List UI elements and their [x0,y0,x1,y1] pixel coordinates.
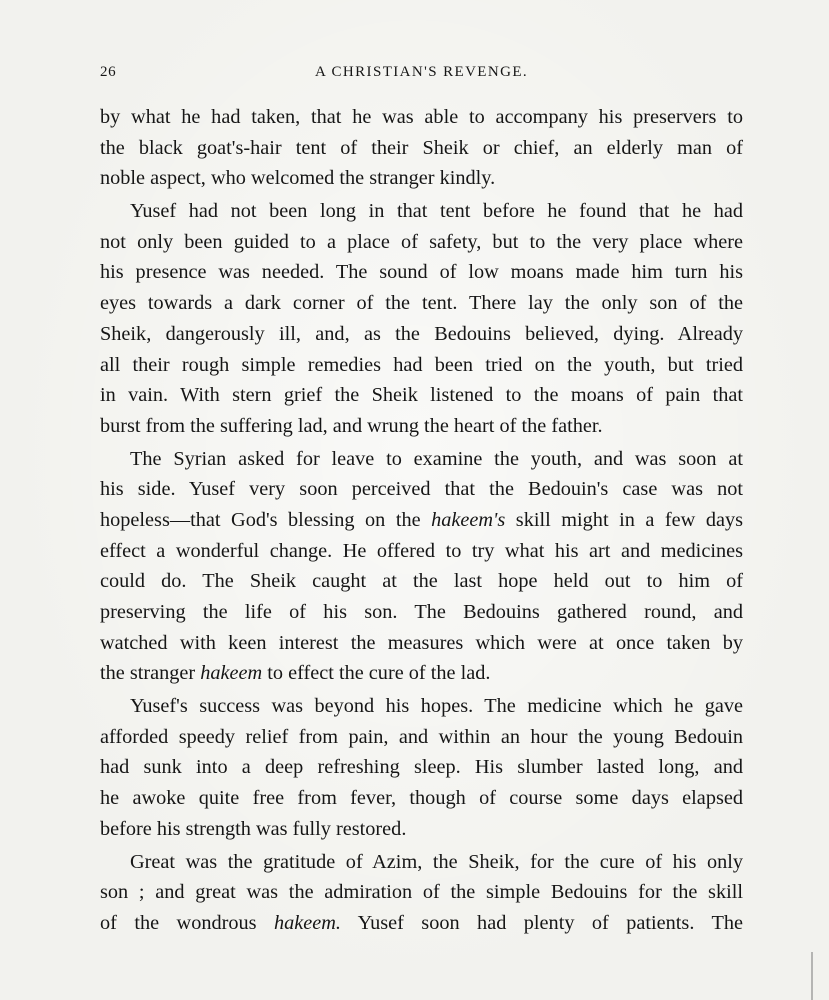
page-edge-mark [811,952,829,1000]
text-line: Great was the gratitude of Azim, the Sheik, for the cure of his only [130,850,743,873]
text-line: all their rough simple remedies had been tried on the youth, but tried [100,353,743,376]
paragraph-2 [100,196,743,442]
text-line: could do. The Sheik caught at the last hope held out to him of [100,570,743,593]
text-line: before his strength was fully restored. [100,817,407,840]
text-line: preserving the life of his son. The Bedouins gathered round, and [100,601,743,623]
paragraph-3 [100,444,743,690]
text-line: hopeless—that God's blessing on the hakeem's skill might in a few days [100,508,743,531]
body-text [100,102,743,939]
text-line: watched with keen interest the measures which were at once taken by [100,631,743,654]
paragraph-5 [100,847,743,939]
italic-term: hakeem's [431,508,506,531]
text-line: of the wondrous hakeem. Yusef soon had plenty of patients. The [100,911,743,934]
text-line: Yusef had not been long in that tent before he found that he had [130,200,743,223]
text-line: in vain. With stern grief the Sheik listened to the moans of pain that [100,384,743,407]
paragraph-1 [100,102,743,194]
italic-term: hakeem [200,662,263,685]
text-line: had sunk into a deep refreshing sleep. His slumber lasted long, and [100,756,743,779]
text-line: burst from the suffering lad, and wrung the heart of the father. [100,414,603,437]
paragraph-4 [100,691,743,844]
text-line: by what he had taken, that he was able to accompany his preservers to [100,106,743,128]
page-header [100,64,743,86]
text-line: Yusef's success was beyond his hopes. The medicine which he gave [130,695,743,718]
text-line: son ; and great was the admiration of the simple Bedouins for the skill [100,881,743,904]
text-line: Sheik, dangerously ill, and, as the Bedouins believed, dying. Already [100,322,743,345]
page-number: 26 [100,64,117,80]
text-line: he awoke quite free from fever, though of course some days elapsed [100,787,743,810]
text-line: the stranger hakeem to effect the cure of the lad. [100,662,491,685]
text-line: his side. Yusef very soon perceived that the Bedouin's case was not [100,478,743,501]
text-line: not only been guided to a place of safety, but to the very place where [100,230,743,253]
running-title: A CHRISTIAN'S REVENGE. [314,64,529,80]
text-line: afforded speedy relief from pain, and within an hour the young Bedouin [100,725,743,748]
text-line: eyes towards a dark corner of the tent. There lay the only son of the [100,292,743,315]
text-line: The Syrian asked for leave to examine the youth, and was soon at [130,447,743,470]
text-line: his presence was needed. The sound of low moans made him turn his [100,261,743,284]
text-line: effect a wonderful change. He offered to try what his art and medicines [100,539,743,562]
italic-term: hakeem. [273,911,341,934]
text-line: noble aspect, who welcomed the stranger kindly. [100,167,496,190]
text-line: the black goat's-hair tent of their Sheik or chief, an elderly man of [100,136,743,159]
